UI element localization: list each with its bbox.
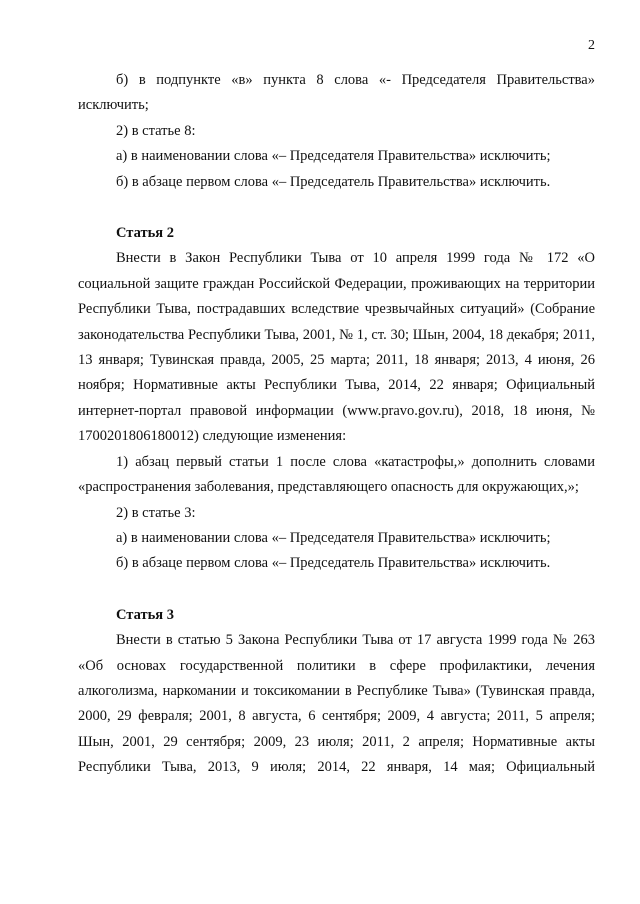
paragraph-subitem-b-article8: б) в абзаце первом слова «– Председатель Правительства» исключить. — [116, 173, 551, 190]
document-body — [78, 68, 595, 781]
spacer — [78, 577, 595, 603]
article2-heading: Статья 2 — [116, 225, 174, 242]
article3-heading: Статья 3 — [116, 606, 174, 623]
spacer — [78, 195, 595, 221]
page-number: 2 — [588, 38, 595, 53]
article2-intro: Внести в Закон Республики Тыва от 10 апреля 1999 года № 172 «О социальной защите граждан Российской Федерации, проживающих на территории Республики Тыва, пострадавших вследствие чрезвычайных ситуаций» (Собрание законодательства Республики Тыва, 2001, № 1, ст. 30; Шын, 2004, 18 декабря; 2011, 13 января; Тувинская правда, 2005, 25 марта; 2011, 18 января; 2013, 4 июня, 26 ноября; Нормативные акты Республики Тыва, 2014, 22 января; Официальный интернет-портал правовой информации (www.pravo.gov.ru), 2018, 18 июня, № 1700201806180012) следующие изменения: — [78, 250, 595, 445]
paragraph-subitem-b-article7: б) в подпункте «в» пункта 8 слова «- Председателя Правительства» исключить; — [78, 72, 595, 114]
paragraph-item2-article8: 2) в статье 8: — [116, 122, 196, 139]
article2-item2a: а) в наименовании слова «– Председателя Правительства» исключить; — [116, 529, 551, 546]
paragraph-subitem-a-article8: а) в наименовании слова «– Председателя Правительства» исключить; — [116, 148, 551, 165]
article2-item2b: б) в абзаце первом слова «– Председатель Правительства» исключить. — [116, 555, 551, 572]
article2-item1: 1) абзац первый статьи 1 после слова «катастрофы,» дополнить словами «распространения заболевания, представляющего опасность для окружающих,»; — [78, 453, 595, 496]
article2-item2: 2) в статье 3: — [116, 504, 196, 521]
article3-intro: Внести в статью 5 Закона Республики Тыва от 17 августа 1999 года № 263 «Об основах государственной политики в сфере профилактики, лечения алкоголизма, наркомании и токсикомании в Республике Тыва» (Тувинская правда, 2000, 29 февраля; 2001, 8 августа, 6 сентября; 2009, 4 августа; 2011, 5 апреля; Шын, 2001, 29 сентября; 2009, 23 июля; 2011, 2 апреля; Нормативные акты Республики Тыва, 2013, 9 июля; 2014, 22 января, 14 мая; Официальный — [78, 632, 595, 776]
